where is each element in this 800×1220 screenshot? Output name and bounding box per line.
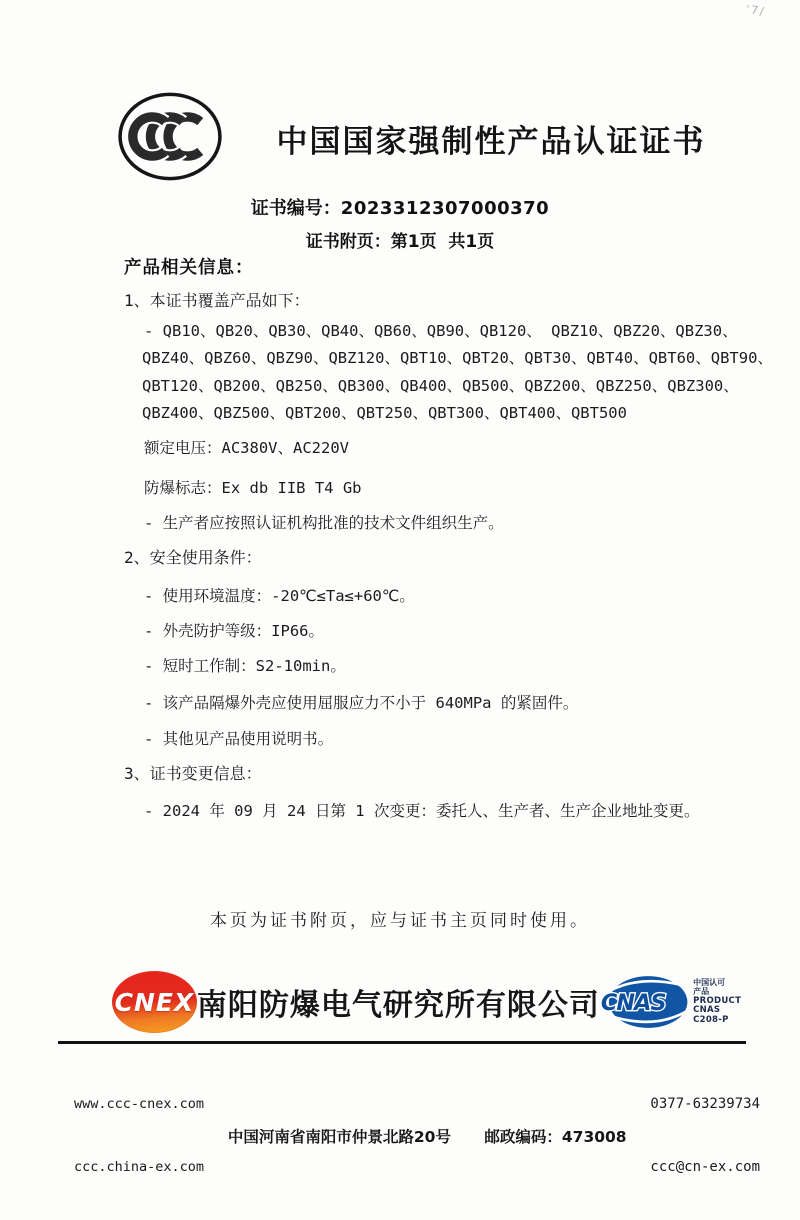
cnex-logo-label: CNEX bbox=[114, 987, 195, 1017]
certificate-number-label: 证书编号： bbox=[250, 198, 341, 219]
cnas-caption-line: 产品 bbox=[693, 987, 710, 997]
scan-pen-mark: '7/ bbox=[745, 2, 767, 19]
body-line: 1、本证书覆盖产品如下： bbox=[124, 291, 310, 310]
issuer-logos-row bbox=[112, 969, 752, 1035]
body-line: 3、证书变更信息： bbox=[124, 764, 262, 783]
attachment-page-note: 本页为证书附页，应与证书主页同时使用。 bbox=[210, 911, 590, 931]
certificate-number-value: 2023312307000370 bbox=[340, 198, 550, 219]
document-header bbox=[0, 0, 800, 187]
certificate-number-line bbox=[0, 197, 800, 221]
svg-text:CNAS: CNAS bbox=[600, 990, 666, 1017]
website-url: www.ccc-cnex.com bbox=[74, 1096, 205, 1113]
address-text: 中国河南省南阳市仲景北路20号 bbox=[227, 1128, 451, 1146]
website-links bbox=[74, 1052, 204, 1219]
footer-divider bbox=[58, 1041, 746, 1044]
issuer-address bbox=[228, 1125, 627, 1147]
cnas-caption-line: CNAS C208-P bbox=[693, 1005, 729, 1026]
body-line: 防爆标志：Ex db IIB T4 Gb bbox=[144, 479, 362, 497]
certificate-pages-line bbox=[0, 230, 800, 254]
postal-label: 邮政编码： bbox=[484, 1128, 562, 1146]
section-heading: 产品相关信息： bbox=[124, 258, 254, 278]
body-line: 2、安全使用条件： bbox=[124, 548, 262, 567]
phone-number: 0377-63239734 bbox=[650, 1096, 760, 1112]
ccc-certification-icon bbox=[116, 90, 224, 187]
body-line: - 使用环境温度：-20℃≤Ta≤+60℃。 bbox=[144, 587, 415, 605]
website-url: ccc.china-ex.com bbox=[74, 1158, 205, 1175]
document-title: 中国国家强制性产品认证证书 bbox=[276, 124, 706, 160]
cnas-caption-line: PRODUCT bbox=[693, 995, 742, 1006]
body-line: - QB10、QB20、QB30、QB40、QB60、QB90、QB120、 QBZ10、QBZ20、QBZ30、 bbox=[144, 322, 738, 340]
body-line: - 短时工作制：S2-10min。 bbox=[144, 657, 346, 675]
product-info-section bbox=[124, 256, 773, 823]
contact-bar bbox=[74, 1052, 760, 1220]
body-line: - 其他见产品使用说明书。 bbox=[144, 730, 334, 748]
cnas-accreditation-mark bbox=[600, 969, 752, 1035]
body-line: QBZ400、QBZ500、QBT200、QBT250、QBT300、QBT400、QBT500 bbox=[142, 404, 627, 422]
postal-code: 473008 bbox=[561, 1128, 627, 1146]
cnas-caption-line: 中国认可 bbox=[693, 978, 726, 988]
body-line: - 外壳防护等级：IP66。 bbox=[144, 622, 324, 640]
body-line: QBT120、QB200、QB250、QB300、QB400、QB500、QBZ200、QBZ250、QBZ300、 bbox=[142, 377, 739, 395]
body-line: - 生产者应按照认证机构批准的技术文件组织生产。 bbox=[144, 514, 504, 532]
body-line: - 该产品隔爆外壳应使用屈服应力不小于 640MPa 的紧固件。 bbox=[144, 694, 579, 712]
body-line: 额定电压：AC380V、AC220V bbox=[144, 439, 349, 457]
body-line: QBZ40、QBZ60、QBZ90、QBZ120、QBT10、QBT20、QBT30、QBT40、QBT60、QBT90、 bbox=[142, 349, 773, 367]
contact-info bbox=[650, 1052, 760, 1220]
cnex-logo-icon bbox=[112, 971, 197, 1033]
cnas-caption bbox=[693, 978, 752, 1026]
certificate-pages-label: 证书附页： bbox=[305, 232, 391, 252]
email-address: ccc@cn-ex.com bbox=[650, 1159, 760, 1175]
issuer-company-name: 南阳防爆电气研究所有限公司 bbox=[196, 988, 600, 1023]
certificate-pages-value: 第1页 共1页 bbox=[390, 232, 495, 252]
body-line: - 2024 年 09 月 24 日第 1 次变更：委托人、生产者、生产企业地址变更。 bbox=[144, 802, 700, 820]
cnas-logo-icon bbox=[600, 969, 689, 1035]
